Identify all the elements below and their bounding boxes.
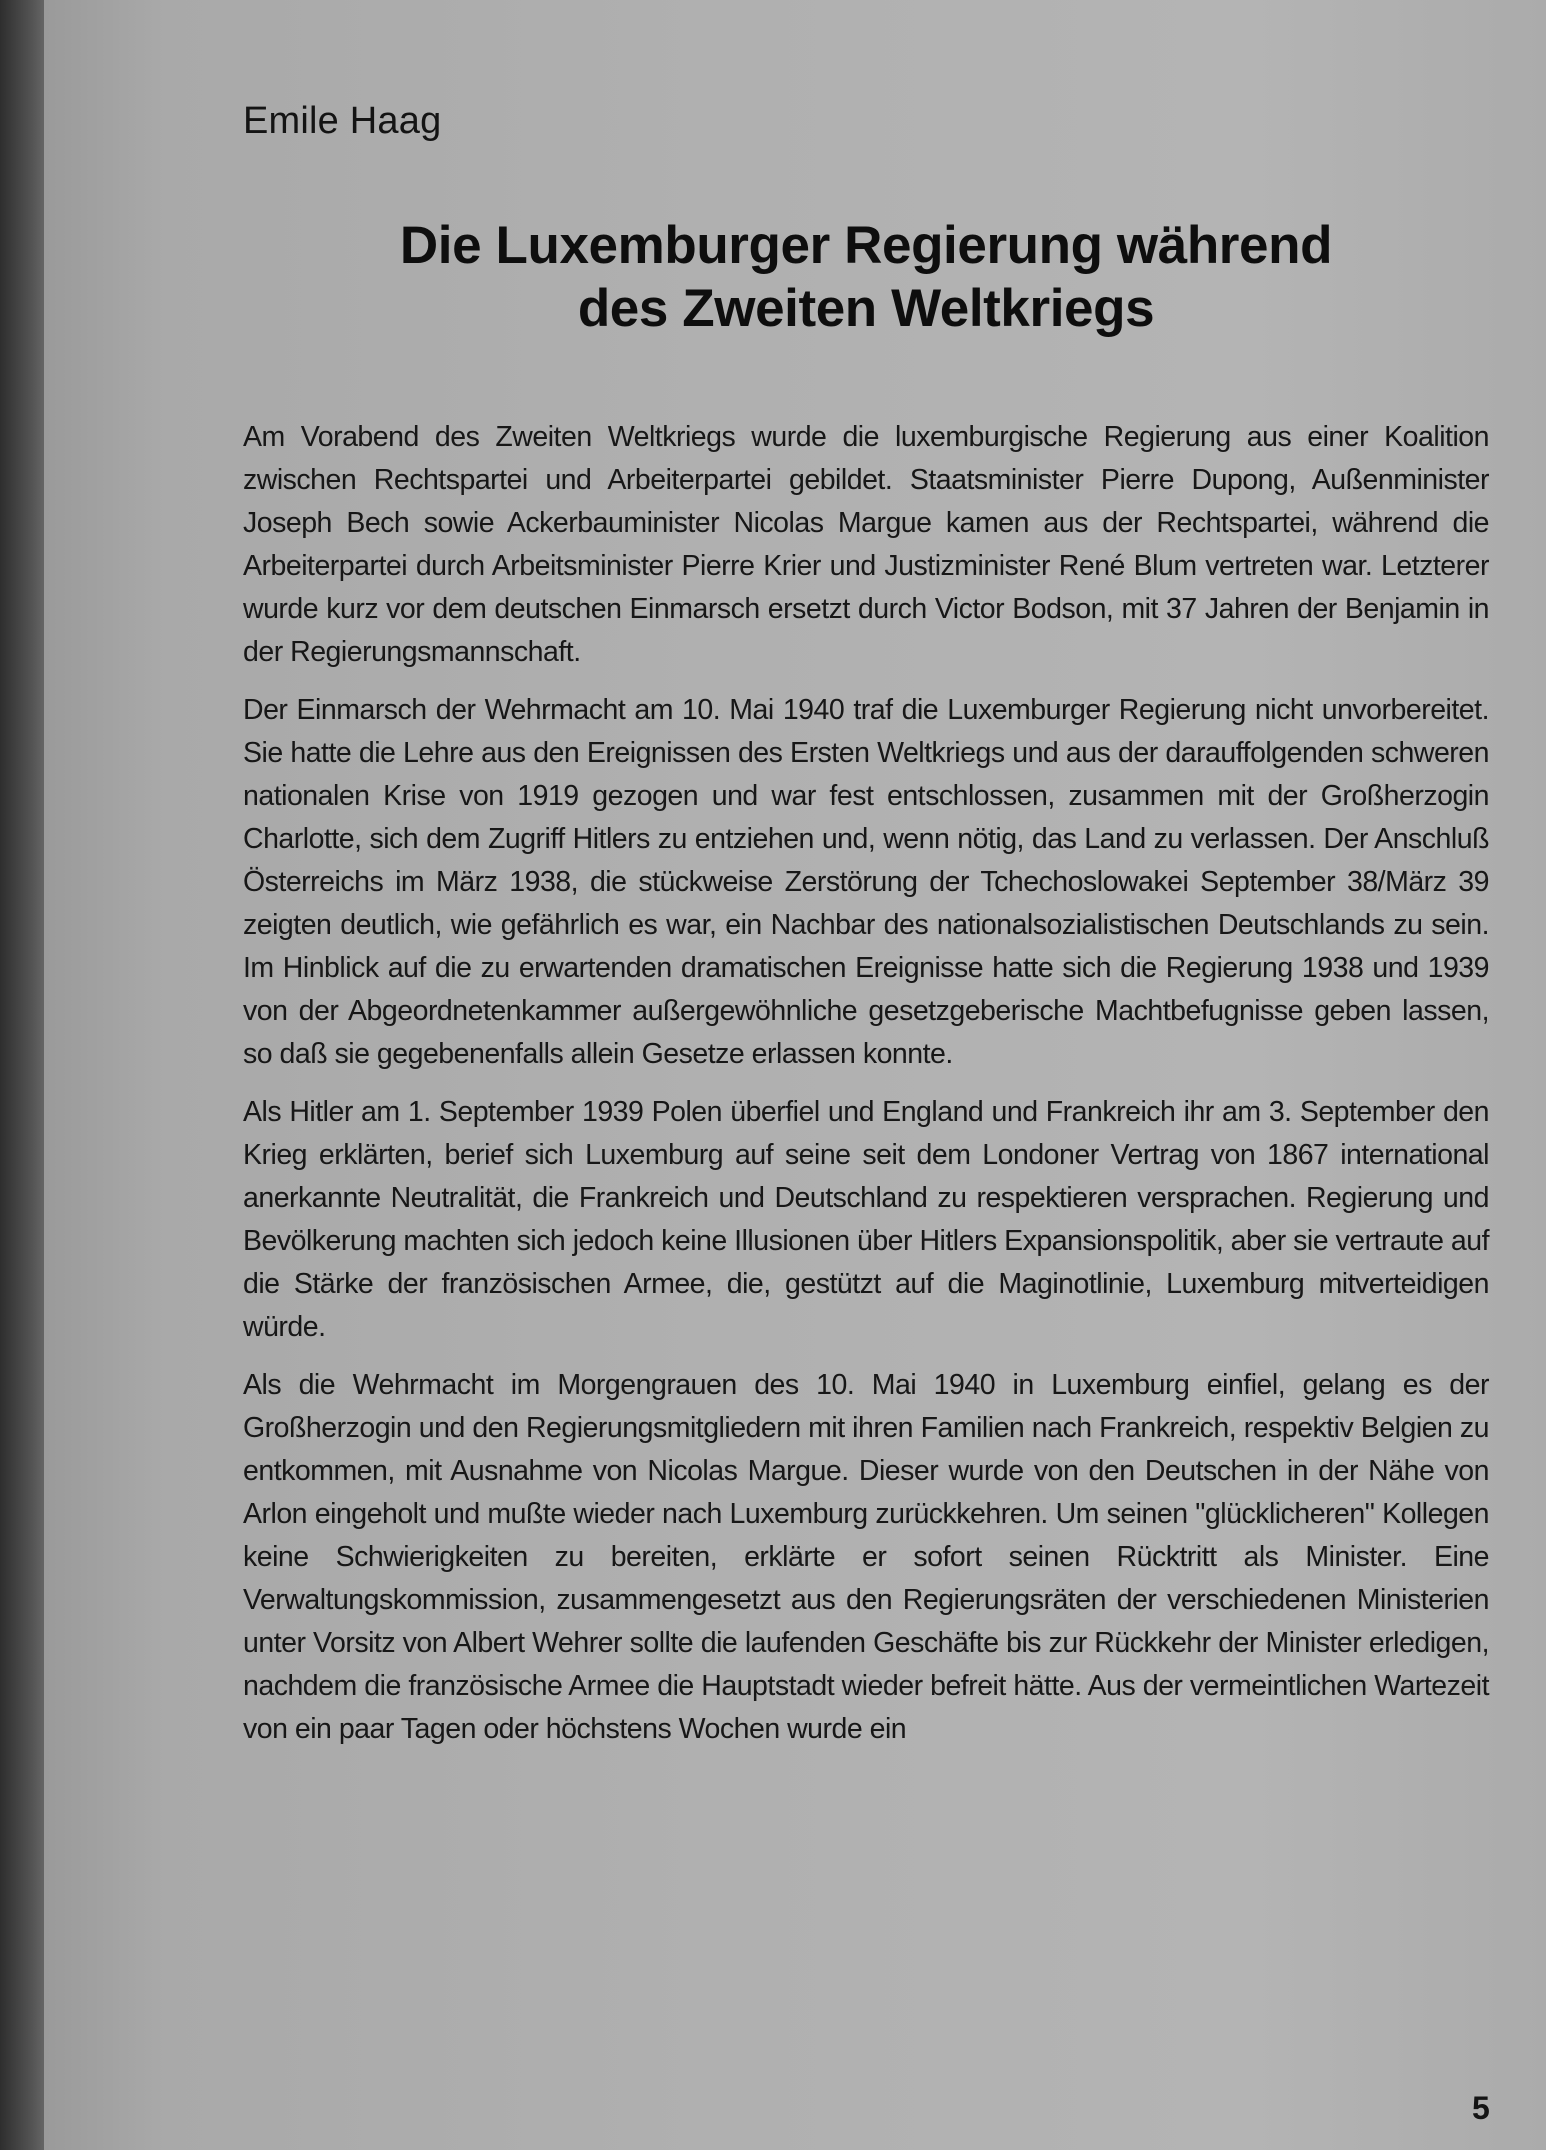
page-number: 5 bbox=[1472, 2090, 1490, 2126]
book-page bbox=[44, 0, 1546, 2150]
author-name: Emile Haag bbox=[243, 100, 442, 142]
article-title bbox=[243, 214, 1489, 340]
title-line-1: Die Luxemburger Regierung während bbox=[399, 216, 1333, 275]
paragraph-3: Als Hitler am 1. September 1939 Polen überfiel und England und Frankreich ihr am 3. September den Krieg erklärten, berief sich Luxemburg auf seine seit dem Londoner Vertrag von 1867 international anerkannte Neutralität, die Frankreich und Deutschland zu respektieren versprachen. Regierung und Bevölkerung machten sich jedoch keine Illusionen über Hitlers Expansionspolitik, aber sie vertraute auf die Stärke der französischen Armee, die, gestützt auf die Maginotlinie, Luxemburg mitverteidigen würde. bbox=[243, 1096, 1489, 1343]
paragraph-1: Am Vorabend des Zweiten Weltkriegs wurde die luxemburgische Regierung aus einer Koalition zwischen Rechtspartei und Arbeiterpartei gebildet. Staatsminister Pierre Dupong, Außenminister Joseph Bech sowie Ackerbauminister Nicolas Margue kamen aus der Rechtspartei, während die Arbeiterpartei durch Arbeitsminister Pierre Krier und Justizminister René Blum vertreten war. Letzterer wurde kurz vor dem deutschen Einmarsch ersetzt durch Victor Bodson, mit 37 Jahren der Benjamin in der Regierungsmannschaft. bbox=[243, 421, 1489, 668]
title-line-2: des Zweiten Weltkriegs bbox=[577, 279, 1155, 339]
paragraph-4: Als die Wehrmacht im Morgengrauen des 10. Mai 1940 in Luxemburg einfiel, gelang es der Großherzogin und den Regierungsmitgliedern mit ihren Familien nach Frankreich, respektiv Belgien zu entkommen, mit Ausnahme von Nicolas Margue. Dieser wurde von den Deutschen in der Nähe von Arlon eingeholt und mußte wieder nach Luxemburg zurückkehren. Um seinen "glücklicheren" Kollegen keine Schwierigkeiten zu bereiten, erklärte er sofort seinen Rücktritt als Minister. Eine Verwaltungskommission, zusammengesetzt aus den Regierungsräten der verschiedenen Ministerien unter Vorsitz von Albert Wehrer sollte die laufenden Geschäfte bis zur Rückkehr der Minister erledigen, nachdem die französische Armee die Hauptstadt wieder befreit hätte. Aus der vermeintlichen Wartezeit von ein paar Tagen oder höchstens Wochen wurde ein bbox=[243, 1369, 1489, 1745]
paragraph-2: Der Einmarsch der Wehrmacht am 10. Mai 1940 traf die Luxemburger Regierung nicht unvorbereitet. Sie hatte die Lehre aus den Ereignissen des Ersten Weltkriegs und aus der darauffolgenden schweren nationalen Krise von 1919 gezogen und war fest entschlossen, zusammen mit der Großherzogin Charlotte, sich dem Zugriff Hitlers zu entziehen und, wenn nötig, das Land zu verlassen. Der Anschluß Österreichs im März 1938, die stückweise Zerstörung der Tchechoslowakei September 38/März 39 zeigten deutlich, wie gefährlich es war, ein Nachbar des nationalsozialistischen Deutschlands zu sein. Im Hinblick auf die zu erwartenden dramatischen Ereignisse hatte sich die Regierung 1938 und 1939 von der Abgeordnetenkammer außergewöhnliche gesetzgeberische Machtbefugnisse geben lassen, so daß sie gegebenenfalls allein Gesetze erlassen konnte. bbox=[243, 694, 1489, 1070]
article-body bbox=[243, 416, 1489, 1766]
